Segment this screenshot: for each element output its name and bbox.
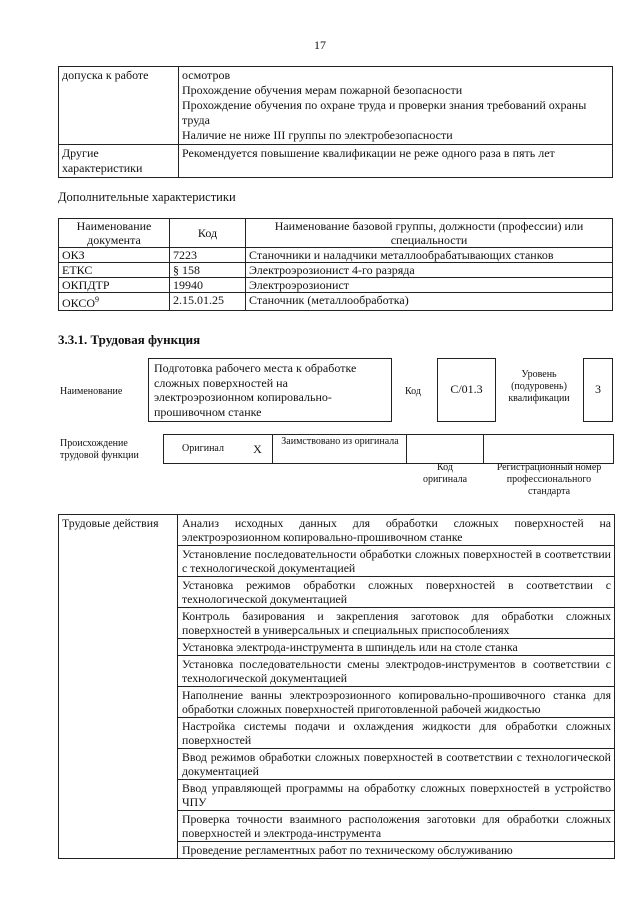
row-value: Рекомендуется повышение квалификации не реже одного раза в пять лет [179, 145, 613, 178]
table-cell: 19940 [170, 278, 246, 293]
list-item: Установление последовательности обработки сложных поверхностей в соответствии с технологической документацией [178, 546, 615, 577]
level-label: Уровень (подуровень) квалификации [508, 369, 570, 404]
list-item: Контроль базирования и закрепления заготовок для обработки сложных поверхностей в универсальных и специальных приспособлениях [178, 608, 615, 639]
list-item: осмотров [182, 68, 231, 82]
reg-number-label: Регистрационный номер профессионального стандарта [496, 462, 602, 497]
table-cell [59, 293, 170, 311]
section-title: 3.3.1. Трудовая функция [58, 332, 201, 347]
table-cell: ЕТКС [59, 263, 170, 278]
additional-caption: Дополнительные характеристики [58, 190, 236, 204]
list-item: Проверка точности взаимного расположения заготовки для обработки сложных поверхностей и электрода-инструмента [178, 811, 615, 842]
list-item: Установка режимов обработки сложных поверхностей в соответствии с технологической документацией [178, 577, 615, 608]
list-item: Установка электрода-инструмента в шпиндель или на столе станка [178, 639, 615, 656]
additional-table [58, 218, 613, 311]
table-cell: Станочник (металлообработка) [246, 293, 613, 311]
table-row [59, 263, 613, 278]
column-header: Наименование документа [59, 219, 170, 248]
footnote-mark: 9 [95, 295, 100, 304]
code-original-label: Код оригинала [422, 462, 468, 485]
list-item: Наличие не ниже III группы по электробезопасности [182, 128, 453, 142]
table-cell: Станочники и наладчики металлообрабатывающих станков [246, 248, 613, 263]
list-item: Ввод режимов обработки сложных поверхностей в соответствии с технологической документацией [178, 749, 615, 780]
original-mark: X [243, 434, 273, 464]
column-header: Код [170, 219, 246, 248]
table-row [59, 145, 613, 178]
list-item: Проведение регламентных работ по техническому обслуживанию [178, 842, 615, 859]
table-cell: 2.15.01.25 [170, 293, 246, 311]
list-item: Настройка системы подачи и охлаждения жидкости для обработки сложных поверхностей [178, 718, 615, 749]
name-label: Наименование [60, 386, 123, 397]
code-label: Код [405, 386, 421, 397]
labor-actions-table [58, 514, 615, 859]
origin-label: Происхождение трудовой функции [60, 438, 139, 461]
doc-name: ОКСО [62, 296, 96, 310]
row-label: Другие характеристики [59, 145, 179, 178]
list-item: Прохождение обучения мерам пожарной безопасности [182, 83, 463, 97]
function-name-box: Подготовка рабочего места к обработке сложных поверхностей на электроэрозионном копировально-прошивочном станке [148, 358, 392, 422]
table-row [59, 278, 613, 293]
table-header-row [59, 219, 613, 248]
list-item: Анализ исходных данных для обработки сложных поверхностей на электроэрозионном копировально-прошивочном станке [178, 515, 615, 546]
list-item: Установка последовательности смены электродов-инструментов в соответствии с технологической документацией [178, 656, 615, 687]
row-label: Трудовые действия [59, 515, 178, 859]
table-row [59, 248, 613, 263]
table-cell: ОКЗ [59, 248, 170, 263]
requirements-table [58, 66, 613, 178]
table-cell: Электроэрозионист [246, 278, 613, 293]
table-cell: Электроэрозионист 4-го разряда [246, 263, 613, 278]
table-cell: 7223 [170, 248, 246, 263]
page-number: 17 [314, 38, 326, 52]
table-cell: § 158 [170, 263, 246, 278]
table-cell: ОКПДТР [59, 278, 170, 293]
list-item: Наполнение ванны электроэрозионного копировально-прошивочного станка для обработки сложных поверхностей приготовленной рабочей жидкостью [178, 687, 615, 718]
code-original-box [406, 434, 484, 464]
original-label: Оригинал [182, 443, 224, 454]
row-label: допуска к работе [59, 67, 179, 145]
code-value-box: C/01.3 [437, 358, 496, 422]
table-row [59, 67, 613, 145]
list-item: Ввод управляющей программы на обработку сложных поверхностей в устройство ЧПУ [178, 780, 615, 811]
column-header: Наименование базовой группы, должности (профессии) или специальности [246, 219, 613, 248]
row-value [179, 67, 613, 145]
table-row [59, 293, 613, 311]
borrowed-label: Заимствовано из оригинала [281, 436, 399, 447]
level-value-box: 3 [583, 358, 613, 422]
list-item: Прохождение обучения по охране труда и проверки знания требований охраны труда [182, 98, 587, 127]
table-row [59, 515, 615, 546]
